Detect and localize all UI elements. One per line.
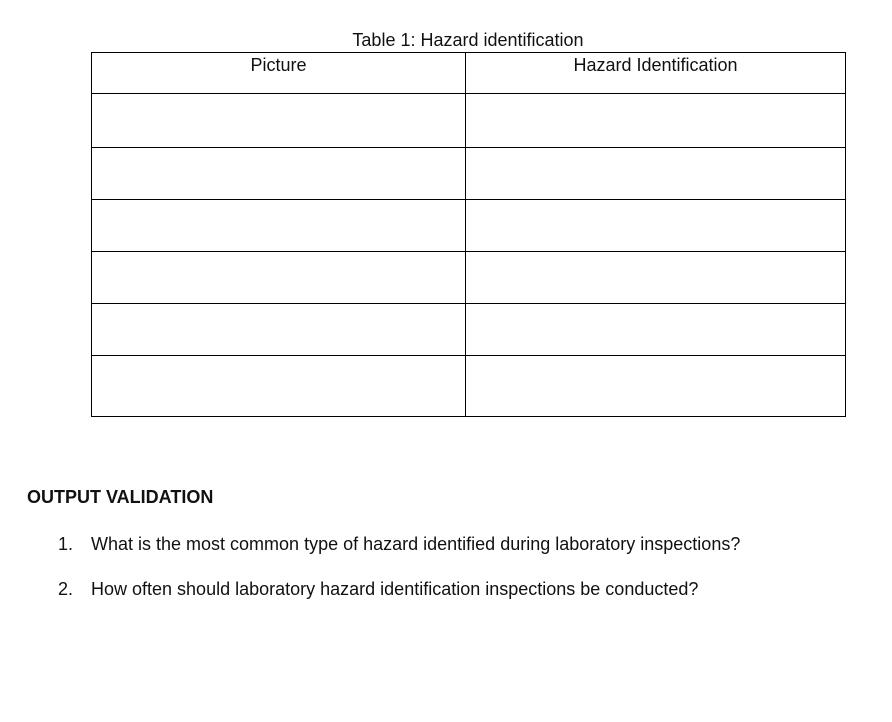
question-item bbox=[58, 579, 698, 599]
table-row bbox=[92, 356, 846, 417]
table-row bbox=[92, 200, 846, 252]
picture-cell[interactable] bbox=[92, 252, 466, 304]
hazard-identification-cell[interactable] bbox=[466, 252, 846, 304]
table-header-row bbox=[92, 53, 846, 94]
question-number: 1. bbox=[58, 534, 74, 554]
table-row bbox=[92, 148, 846, 200]
picture-cell[interactable] bbox=[92, 356, 466, 417]
section-title-output-validation: OUTPUT VALIDATION bbox=[27, 487, 214, 507]
hazard-identification-cell[interactable] bbox=[466, 148, 846, 200]
table-row bbox=[92, 252, 846, 304]
picture-cell[interactable] bbox=[92, 94, 466, 148]
column-header-hazard-identification: Hazard Identification bbox=[466, 53, 846, 94]
question-item bbox=[58, 534, 740, 554]
table-row bbox=[92, 304, 846, 356]
picture-cell[interactable] bbox=[92, 148, 466, 200]
column-header-picture: Picture bbox=[92, 53, 466, 94]
hazard-identification-table bbox=[91, 52, 846, 417]
question-number: 2. bbox=[58, 579, 74, 599]
picture-cell[interactable] bbox=[92, 304, 466, 356]
table-caption: Table 1: Hazard identification bbox=[352, 30, 584, 50]
hazard-identification-cell[interactable] bbox=[466, 94, 846, 148]
question-text: What is the most common type of hazard identified during laboratory inspections? bbox=[91, 534, 741, 554]
table-row bbox=[92, 94, 846, 148]
hazard-identification-cell[interactable] bbox=[466, 304, 846, 356]
question-text: How often should laboratory hazard identification inspections be conducted? bbox=[91, 579, 699, 599]
picture-cell[interactable] bbox=[92, 200, 466, 252]
hazard-identification-cell[interactable] bbox=[466, 200, 846, 252]
hazard-identification-cell[interactable] bbox=[466, 356, 846, 417]
